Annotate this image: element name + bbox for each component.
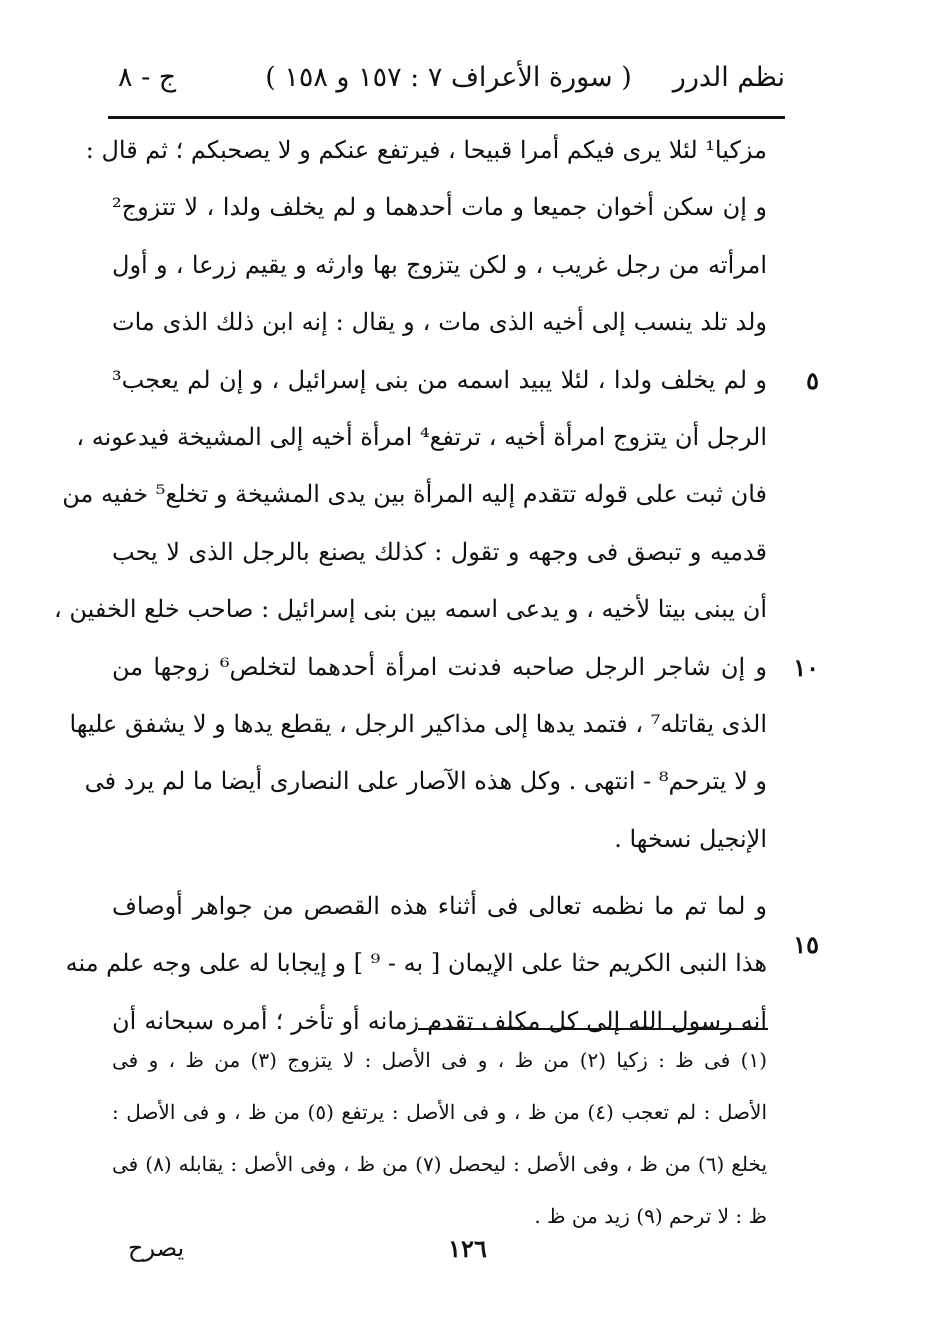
catchword: يصرح [128, 1234, 185, 1262]
text-line: فان ثبت على قوله تتقدم إليه المرأة بين يدى المشيخة و تخلع⁵ خفيه من [62, 480, 767, 509]
text-line: و لما تم ما نظمه تعالى فى أثناء هذه القصص من جواهر أوصاف [112, 892, 767, 921]
text-line: ولد تلد ينسب إلى أخيه الذى مات ، و يقال : إنه ابن ذلك الذى مات [112, 308, 767, 337]
footnote-rule [418, 1028, 768, 1030]
line-number-5: ٥ [806, 366, 819, 395]
footnotes [112, 1034, 767, 1242]
volume-number: ج - ٨ [118, 62, 177, 93]
text-line: و لا يترحم⁸ - انتهى . وكل هذه الآصار على النصارى أيضا ما لم يرد فى [84, 767, 767, 796]
text-line: و إن سكن أخوان جميعا و مات أحدهما و لم يخلف ولدا ، لا تتزوج² [112, 193, 767, 222]
footnote-line: يخلع (٦) من ظ ، وفى الأصل : ليحصل (٧) من ظ ، وفى الأصل : يقابله (٨) فى [112, 1152, 768, 1176]
paragraph-gap [112, 868, 767, 878]
text-line: و إن شاجر الرجل صاحبه فدنت امرأة أحدهما لتخلص⁶ زوجها من [112, 652, 767, 681]
line-number-10: ١٠ [793, 653, 819, 682]
text-line: قدميه و تبصق فى وجهه و تقول : كذلك يصنع بالرجل الذى لا يحب [112, 537, 767, 566]
page-number: ١٢٦ [448, 1234, 487, 1263]
book-title: نظم الدرر [672, 62, 785, 93]
text-line: امرأته من رجل غريب ، و لكن يتزوج بها وارثه و يقيم زرعا ، و أول [112, 250, 767, 279]
footnote-line: الأصل : لم تعجب (٤) من ظ ، و فى الأصل : يرتفع (٥) من ظ ، و فى الأصل : [112, 1100, 767, 1124]
text-line: أنه رسول الله إلى كل مكلف تقدم زمانه أو تأخر ؛ أمره سبحانه أن [112, 1006, 767, 1035]
footnote-line: (١) فى ظ : زكيا (٢) من ظ ، و فى الأصل : لا يتزوج (٣) من ظ ، و فى [112, 1048, 767, 1072]
text-line: الإنجيل نسخها . [614, 824, 767, 853]
text-line: هذا النبى الكريم حثا على الإيمان [ به - ⁹ ] و إيجابا له على وجه علم منه [65, 949, 767, 978]
text-line: أن يبنى بيتا لأخيه ، و يدعى اسمه بين بنى إسرائيل : صاحب خلع الخفين ، [54, 595, 767, 624]
line-number-15: ١٥ [793, 930, 819, 959]
text-line: مزكيا¹ لئلا يرى فيكم أمرا قبيحا ، فيرتفع عنكم و لا يصحبكم ؛ ثم قال : [85, 136, 767, 164]
main-text [54, 122, 768, 1050]
text-line: و لم يخلف ولدا ، لئلا يبيد اسمه من بنى إسرائيل ، و إن لم يعجب³ [112, 365, 768, 394]
text-line: الذى يقاتله⁷ ، فتمد يدها إلى مذاكير الرجل ، يقطع يدها و لا يشفق عليها [69, 709, 767, 738]
surah-reference: ( سورة الأعراف ٧ : ١٥٧ و ١٥٨ ) [265, 62, 632, 93]
text-line: الرجل أن يتزوج امرأة أخيه ، ترتفع⁴ امرأة أخيه إلى المشيخة فيدعونه ، [76, 422, 767, 451]
header-rule [108, 116, 785, 119]
running-header [112, 58, 785, 102]
footnote-line: ظ : لا ترحم (٩) زيد من ظ . [534, 1204, 767, 1228]
